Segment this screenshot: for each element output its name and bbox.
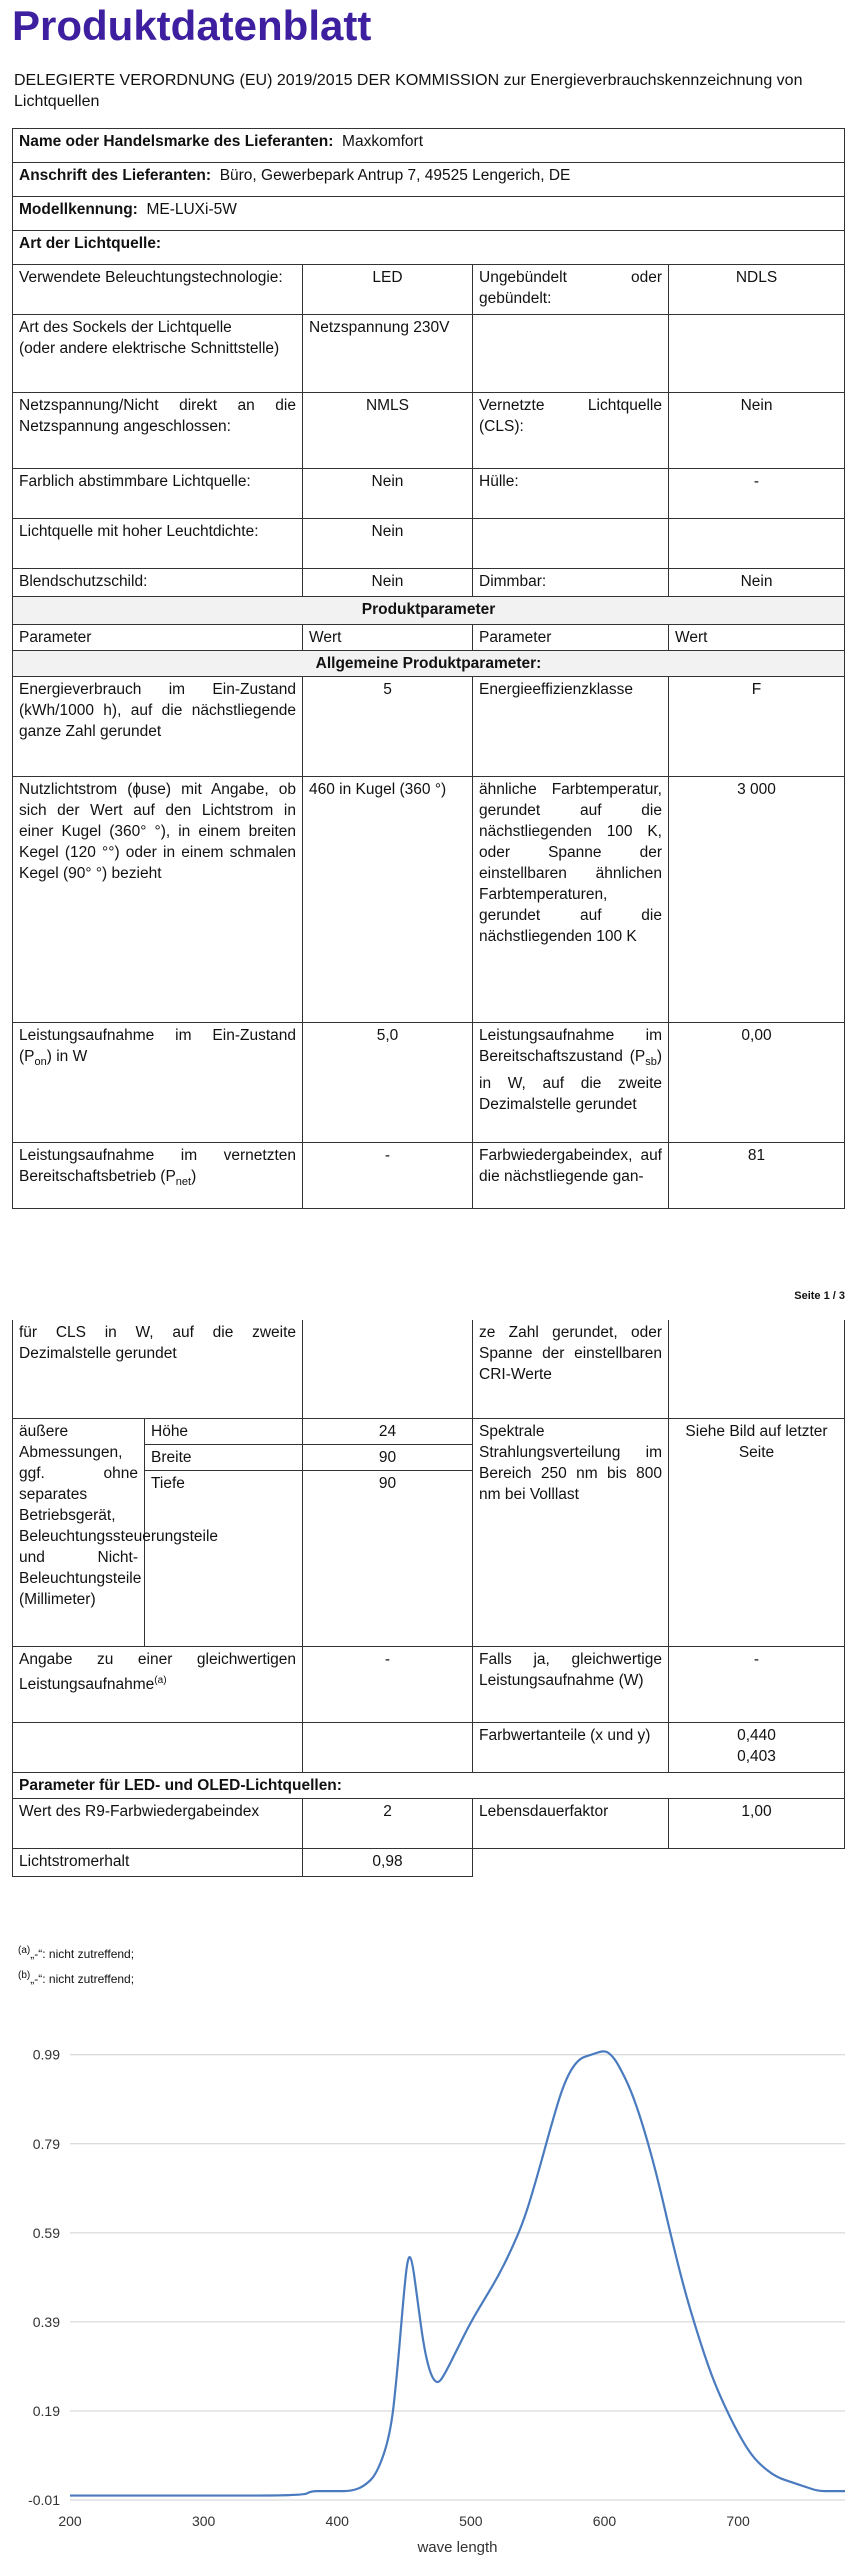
y-tick-label: 0.39	[32, 2313, 60, 2330]
chroma-y: 0,403	[737, 1747, 776, 1765]
lt-r2-label: Art des Sockels der Lichtquelle	[19, 319, 232, 336]
y-tick-label: 0.59	[32, 2224, 60, 2241]
page-title: Produktdatenblatt	[12, 2, 372, 49]
page-2	[0, 1320, 857, 2000]
x-axis-label: wave length	[417, 2539, 498, 2556]
general-params-heading: Allgemeine Produktparameter:	[13, 651, 845, 677]
gp-r2-label-2: ähnliche Farbtemperatur, gerundet auf die nächstliegenden 100 K, oder Spanne der einstellbaren ähnlichen Farbtemperaturen, gerundet auf die nächstliegenden 100 K	[473, 777, 669, 1023]
y-tick-label: 0.99	[32, 2046, 60, 2063]
gp-r1-value: 5	[303, 677, 473, 777]
gp-r3-label2-pre: Leistungsaufnahme im Bereitschaftszustand (P	[479, 1027, 662, 1065]
footnote-b	[18, 1970, 134, 1986]
p2-r1-label-2: ze Zahl gerundet, oder Spanne der einstellbaren CRI-Werte	[473, 1320, 669, 1418]
y-tick-label: 0.79	[32, 2135, 60, 2152]
spectral-label: Spektrale Strahlungsverteilung im Bereich 250 nm bis 800 nm bei Volllast	[473, 1418, 669, 1646]
dims-height-label: Höhe	[145, 1418, 303, 1444]
gp-r1-label: Energieverbrauch im Ein-Zustand (kWh/1000 h), auf die nächstliegende ganze Zahl gerundet	[13, 677, 303, 777]
chroma-label: Farbwertanteile (x und y)	[473, 1722, 669, 1772]
chroma-x: 0,440	[737, 1726, 776, 1744]
col-param-header-2: Parameter	[473, 625, 669, 651]
lt-r2-label-sub: (oder andere elektrische Schnittstelle)	[19, 340, 280, 357]
y-tick-label: -0.01	[28, 2492, 60, 2508]
intro-text: DELEGIERTE VERORDNUNG (EU) 2019/2015 DER KOMMISSION zur Energieverbrauchskennzeichnung von Lichtquellen	[14, 72, 803, 110]
x-tick-label: 300	[191, 2513, 216, 2529]
source-type-label: Art der Lichtquelle:	[13, 231, 845, 265]
supplier-address-label: Anschrift des Lieferanten:	[19, 167, 212, 184]
led-params-heading: Parameter für LED- und OLED-Lichtquellen:	[13, 1772, 845, 1798]
gp-r4-label-sub: net	[175, 1176, 192, 1189]
dims-depth-label: Tiefe	[145, 1470, 303, 1646]
gp-r3-value: 5,0	[303, 1023, 473, 1143]
x-tick-label: 600	[592, 2513, 617, 2529]
supplier-name-value: Maxkomfort	[342, 133, 424, 150]
col-value-header: Wert	[303, 625, 473, 651]
gp-r4-label-pre: Leistungsaufnahme im vernetzten Bereitschaftsbetrieb (P	[19, 1147, 296, 1185]
lt-r6-value-2: Nein	[669, 569, 845, 597]
spectral-value: Siehe Bild auf letzter Seite	[669, 1418, 845, 1646]
dims-height-value: 24	[303, 1418, 473, 1444]
lt-r1-label-2: Ungebündelt oder gebündelt:	[473, 265, 669, 315]
lt-r6-label: Blendschutzschild:	[13, 569, 303, 597]
lt-r6-value: Nein	[303, 569, 473, 597]
footnote-a	[18, 1945, 134, 1961]
maintenance-value: 0,98	[303, 1848, 473, 1876]
col-value-header-2: Wert	[669, 625, 845, 651]
eq-label-2: Falls ja, gleichwertige Leistungsaufnahme (W)	[473, 1646, 669, 1722]
lt-r3-label: Netzspannung/Nicht direkt an die Netzspannung angeschlossen:	[13, 393, 303, 469]
p2-r1-label: für CLS in W, auf die zweite Dezimalstelle gerundet	[13, 1320, 303, 1418]
gp-r4-label-2: Farbwiedergabeindex, auf die nächstliegende gan-	[473, 1143, 669, 1209]
gp-r3-label-post: ) in W	[46, 1048, 88, 1065]
eq-value-2: -	[669, 1646, 845, 1722]
spectrum-chart	[0, 2000, 857, 2560]
gp-r4-value: -	[303, 1143, 473, 1209]
gp-r1-label-2: Energieeffizienzklasse	[473, 677, 669, 777]
r9-value: 2	[303, 1798, 473, 1848]
gp-r3-label2-post: ) in W, auf die zweite Dezimalstelle gerundet	[479, 1048, 662, 1114]
footnote-b-text: „-“: nicht zutreffend;	[30, 1972, 135, 1986]
model-value: ME-LUXi-5W	[146, 201, 237, 218]
eq-value: -	[303, 1646, 473, 1722]
lt-r4-value-2: -	[669, 469, 845, 519]
gp-r2-value-2: 3 000	[669, 777, 845, 1023]
lt-r1-label: Verwendete Beleuchtungstechnologie:	[13, 265, 303, 315]
lt-r3-value-2: Nein	[669, 393, 845, 469]
lt-r2-value: Netzspannung 230V	[303, 315, 473, 393]
lt-r5-label: Lichtquelle mit hoher Leuchtdichte:	[13, 519, 303, 569]
lt-r3-label-2: Vernetzte Lichtquelle (CLS):	[473, 393, 669, 469]
supplier-name-label: Name oder Handelsmarke des Lieferanten:	[19, 133, 334, 150]
x-tick-label: 200	[58, 2513, 82, 2529]
eq-footnote-mark: (a)	[154, 1674, 167, 1686]
lt-r4-label: Farblich abstimmbare Lichtquelle:	[13, 469, 303, 519]
gp-r2-label: Nutzlichtstrom (ɸuse) mit Angabe, ob sich der Wert auf den Lichtstrom in einer Kugel (360° °), in einem breiten Kegel (120 °°) oder in einem schmalen Kegel (90° °) bezieht	[13, 777, 303, 1023]
lt-r4-label-2: Hülle:	[473, 469, 669, 519]
page-number: Seite 1 / 3	[794, 1290, 845, 1302]
lifetime-label: Lebensdauerfaktor	[473, 1798, 669, 1848]
supplier-address-value: Büro, Gewerbepark Antrup 7, 49525 Lengerich, DE	[219, 167, 571, 184]
lifetime-value: 1,00	[669, 1798, 845, 1848]
gp-r3-label-sub: on	[34, 1056, 47, 1069]
footnote-a-mark: (a)	[18, 1945, 31, 1956]
lt-r1-value-2: NDLS	[669, 265, 845, 315]
dims-width-label: Breite	[145, 1444, 303, 1470]
gp-r1-value-2: F	[669, 677, 845, 777]
r9-label: Wert des R9-Farbwiedergabeindex	[13, 1798, 303, 1848]
y-tick-label: 0.19	[32, 2402, 60, 2419]
gp-r3-value-2: 0,00	[669, 1023, 845, 1143]
gp-r3-label2-sub: sb	[645, 1056, 657, 1069]
dims-width-value: 90	[303, 1444, 473, 1470]
product-params-heading: Produktparameter	[13, 597, 845, 625]
lt-r4-value: Nein	[303, 469, 473, 519]
eq-label: Angabe zu einer gleichwertigen Leistungsaufnahme	[19, 1650, 296, 1693]
x-tick-label: 400	[325, 2513, 349, 2529]
model-label: Modellkennung:	[19, 201, 138, 218]
gp-r3-label-pre: Leistungsaufnahme im Ein-Zustand (P	[19, 1027, 296, 1065]
col-param-header: Parameter	[13, 625, 303, 651]
lt-r1-value: LED	[303, 265, 473, 315]
footnote-a-text: „-“: nicht zutreffend;	[30, 1947, 135, 1961]
lt-r6-label-2: Dimmbar:	[473, 569, 669, 597]
gp-r2-value: 460 in Kugel (360 °)	[303, 777, 473, 1023]
datasheet-table-1: Name oder Handelsmarke des Lieferanten: Maxkomfort Anschrift des Lieferanten: Büro, Gewerbepark Antrup 7, 49525 Lengerich, DE Modellkennung: ME-LUXi-5W Art der Lichtquelle: Verwendete Beleuchtungstechnologie: LED Ungebündelt oder gebündelt: NDLS Art des Sockels der Lichtquelle (oder andere elektrische Schnittstelle) Netzspannung 230V Netzspannung/Nicht direkt an die Netzspannung angeschlossen: NMLS Vernetzte Lichtquelle (CLS): Nein Farblich abstimmbare Lichtquelle: Nein Hülle: - Lichtquelle mit hoher Leuchtdichte: Nein Blendschutzschild: Nein Dimmbar: Nein Produktparameter Parameter Wert Parameter Wert Allgemeine Produktparameter: Energieverbrauch im Ein-Zustand (kWh/1000 h), auf die nächstliegende ganze Zahl gerundet 5 Energieeffizienzklasse F Nutzlichtstrom (ɸuse) mit Angabe, ob sich der Wert auf den Lichtstrom in einer Kugel (360° °), in einem breiten Kegel (120 °°) oder in einem schmalen Kegel (90° °) bezieht 460 in Kugel (360 °) ähnliche Farbtemperatur, gerundet auf die nächstliegenden 100 K, oder Spanne der einstellbaren ähnlichen Farbtemperaturen, gerundet auf die nächstliegenden 100 K 3 000 Leistungsaufnahme im Ein-Zustand $(P_{on})$ in W 5,0 Leistungsaufnahme im Bereitschaftszustand $(P_{sb})$ in W, auf die zweite Dezimalstelle gerundet 0,00 Leistungsaufnahme im vernetzten Bereitschaftsbetrieb $(P_{net})$ - Farbwiedergabeindex, auf die nächstliegende gan- 81	[12, 128, 845, 1209]
dims-label: äußere Abmessungen, ggf. ohne separates Betriebsgerät, Beleuchtungssteuerungsteile und Nicht-Beleuchtungsteile (Millimeter)	[13, 1418, 145, 1646]
footnote-b-mark: (b)	[18, 1970, 31, 1981]
maintenance-label: Lichtstromerhalt	[13, 1848, 303, 1876]
x-tick-label: 500	[459, 2513, 483, 2529]
lt-r5-value: Nein	[303, 519, 473, 569]
lt-r3-value: NMLS	[303, 393, 473, 469]
x-tick-label: 700	[726, 2513, 750, 2529]
gp-r4-value-2: 81	[669, 1143, 845, 1209]
datasheet-table-2	[12, 1320, 845, 1877]
dims-depth-value: 90	[303, 1470, 473, 1646]
